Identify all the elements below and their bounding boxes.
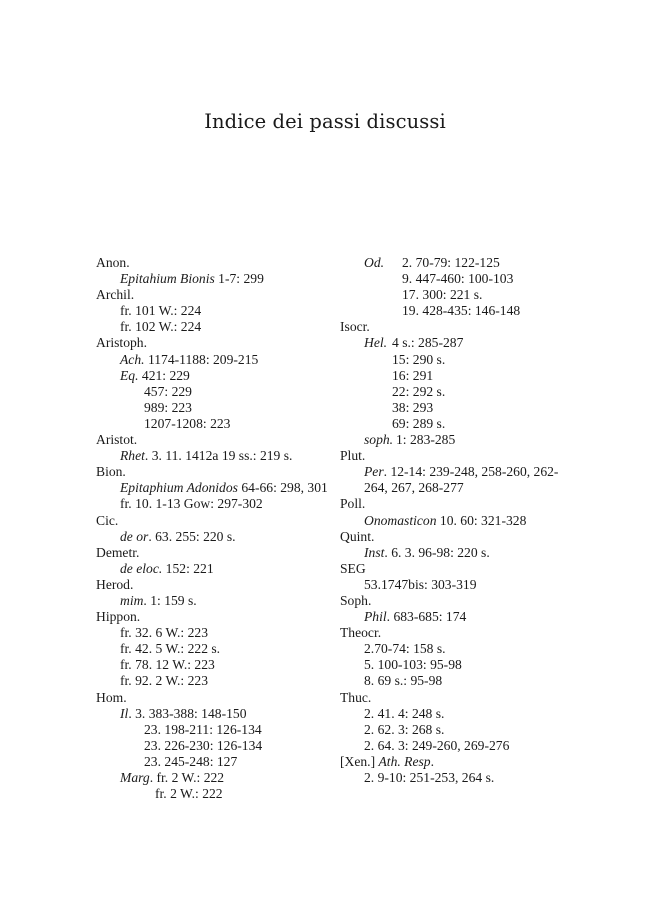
index-entry — [340, 335, 570, 351]
author-name: Thuc. — [340, 689, 372, 705]
index-entry — [96, 657, 331, 673]
passage-ref: fr. 2 W.: 222 — [155, 786, 223, 802]
author-name: Aristot. — [96, 432, 138, 448]
index-entry — [96, 303, 331, 319]
passage-ref: 16: 291 — [392, 367, 434, 383]
index-column-right — [340, 255, 570, 786]
passage-ref: fr. 92. 2 W.: 223 — [120, 673, 208, 689]
passage-ref: . fr. 2 W.: 222 — [149, 770, 225, 785]
index-entry — [340, 625, 570, 641]
index-entry — [340, 593, 570, 609]
index-entry — [96, 738, 331, 754]
work-title: Ach. — [120, 351, 145, 367]
passage-ref: 2. 70-79: 122-125 — [402, 255, 500, 270]
index-entry — [96, 352, 331, 368]
index-entry — [340, 400, 570, 416]
passage-ref: 2. 9-10: 251-253, 264 s. — [364, 770, 495, 785]
passage-ref: 64-66: 298, 301 — [237, 480, 328, 496]
passage-ref: 22: 292 s. — [392, 383, 446, 399]
author-name: Soph. — [340, 592, 372, 608]
passage-ref: . 6. 3. 96-98: 220 s. — [384, 544, 490, 560]
passage-ref: 421: 229 — [138, 367, 190, 383]
index-entry — [96, 513, 331, 529]
index-entry — [340, 319, 570, 335]
index-entry — [96, 271, 331, 287]
index-entry — [96, 416, 331, 432]
passage-ref: fr. 32. 6 W.: 223 — [120, 625, 208, 641]
index-entry — [340, 416, 570, 432]
index-entry — [96, 448, 331, 464]
work-title: Epitahium Bionis — [120, 271, 215, 287]
index-entry — [96, 529, 331, 545]
index-entry — [340, 545, 570, 561]
index-entry — [340, 513, 570, 529]
index-entry — [96, 609, 331, 625]
passage-ref: fr. 102 W.: 224 — [120, 319, 202, 335]
index-entry — [96, 577, 331, 593]
index-entry — [96, 335, 331, 351]
index-entry — [96, 770, 331, 786]
index-entry — [340, 738, 570, 754]
work-title: Epitaphium Adonidos — [120, 480, 238, 496]
passage-ref: fr. 10. 1-13 Gow: 297-302 — [120, 496, 263, 512]
index-entry — [340, 690, 570, 706]
index-entry — [96, 641, 331, 657]
index-entry — [340, 448, 570, 464]
passage-ref: 19. 428-435: 146-148 — [402, 303, 521, 319]
author-name: Bion. — [96, 464, 126, 480]
index-entry — [340, 577, 570, 593]
index-entry — [340, 287, 570, 303]
author-name: Demetr. — [96, 544, 140, 560]
index-entry — [340, 529, 570, 545]
work-title: soph. — [364, 432, 394, 448]
author-name: Theocr. — [340, 625, 382, 641]
passage-ref: 8. 69 s.: 95-98 — [364, 673, 443, 689]
passage-ref: 15: 290 s. — [392, 351, 446, 367]
passage-ref: 457: 229 — [144, 383, 192, 399]
index-entry — [96, 496, 331, 512]
passage-ref: 989: 223 — [144, 399, 192, 415]
work-title: de or — [120, 528, 149, 544]
author-name: Poll. — [340, 496, 366, 512]
passage-ref: 10. 60: 321-328 — [436, 512, 527, 528]
index-entry — [340, 641, 570, 657]
index-entry — [340, 722, 570, 738]
author-name: Plut. — [340, 448, 366, 464]
passage-ref: . 63. 255: 220 s. — [148, 528, 236, 544]
index-entry — [96, 368, 331, 384]
index-entry — [340, 770, 570, 786]
index-entry — [96, 400, 331, 416]
index-entry — [96, 319, 331, 335]
index-entry — [340, 706, 570, 722]
passage-ref: 1174-1188: 209-215 — [144, 351, 259, 367]
passage-ref: 264, 267, 268-277 — [364, 480, 464, 496]
passage-ref: 5. 100-103: 95-98 — [364, 657, 462, 673]
index-entry — [96, 287, 331, 303]
work-title: mim — [120, 592, 144, 608]
index-entry — [340, 673, 570, 689]
index-entry — [340, 432, 570, 448]
work-title: de eloc. — [120, 560, 163, 576]
index-entry — [340, 303, 570, 319]
passage-ref: . — [430, 753, 435, 769]
index-entry — [96, 722, 331, 738]
work-title: Ath. Resp — [378, 753, 431, 769]
index-entry — [340, 352, 570, 368]
author-name: Hippon. — [96, 609, 141, 625]
index-entry — [96, 384, 331, 400]
passage-ref: 38: 293 — [392, 399, 434, 415]
passage-ref: . 3. 11. 1412a 19 ss.: 219 s. — [144, 448, 293, 464]
index-entry — [340, 464, 570, 480]
author-name: Hom. — [96, 689, 127, 705]
passage-ref: 9. 447-460: 100-103 — [402, 271, 514, 287]
index-entry — [340, 384, 570, 400]
work-title: Eq. — [120, 367, 139, 383]
index-entry — [340, 255, 570, 271]
passage-ref: fr. 42. 5 W.: 222 s. — [120, 641, 221, 657]
author-name: Archil. — [96, 287, 135, 303]
author-name: Isocr. — [340, 319, 370, 335]
passage-ref: 1-7: 299 — [214, 271, 264, 287]
index-entry — [96, 754, 331, 770]
work-title: Onomasticon — [364, 512, 437, 528]
index-entry — [96, 673, 331, 689]
index-entry — [340, 271, 570, 287]
index-entry — [340, 496, 570, 512]
work-title: Marg — [120, 770, 150, 785]
author-name: Herod. — [96, 576, 134, 592]
passage-ref: 17. 300: 221 s. — [402, 287, 483, 303]
index-entry — [96, 561, 331, 577]
index-entry — [96, 593, 331, 609]
index-entry — [340, 657, 570, 673]
index-column-left — [96, 255, 331, 802]
passage-ref: 69: 289 s. — [392, 415, 446, 431]
passage-ref: 2. 62. 3: 268 s. — [364, 721, 445, 737]
work-title: Od. — [364, 255, 385, 270]
index-entry — [96, 545, 331, 561]
index-entry — [340, 754, 570, 770]
author-name: Quint. — [340, 528, 375, 544]
author-name: [Xen.] — [340, 753, 379, 769]
index-entry — [96, 480, 331, 496]
work-title: Rhet — [120, 448, 145, 464]
work-title: Inst — [364, 544, 385, 560]
page-title: Indice dei passi discussi — [204, 110, 446, 133]
passage-ref: . 12-14: 239-248, 258-260, 262- — [383, 464, 559, 480]
index-entry — [340, 480, 570, 496]
passage-ref: 2. 41. 4: 248 s. — [364, 705, 445, 721]
index-entry — [96, 255, 331, 271]
author-name: SEG — [340, 560, 366, 576]
passage-ref: 2. 64. 3: 249-260, 269-276 — [364, 737, 510, 753]
passage-ref: 2.70-74: 158 s. — [364, 641, 446, 657]
index-entry — [96, 432, 331, 448]
index-entry — [96, 706, 331, 722]
passage-ref: 23. 226-230: 126-134 — [144, 737, 263, 753]
index-entry — [340, 609, 570, 625]
work-title: Phil — [364, 609, 387, 625]
passage-ref: . 3. 383-388: 148-150 — [128, 705, 247, 721]
passage-ref: 23. 198-211: 126-134 — [144, 721, 262, 737]
passage-ref: 4 s.: 285-287 — [392, 335, 464, 351]
passage-ref: 1: 283-285 — [396, 432, 456, 448]
index-entry — [96, 690, 331, 706]
index-entry — [96, 625, 331, 641]
passage-ref: fr. 78. 12 W.: 223 — [120, 657, 215, 673]
passage-ref: 23. 245-248: 127 — [144, 753, 238, 769]
author-name: Aristoph. — [96, 335, 147, 351]
work-title: Per — [364, 464, 384, 480]
work-title: Hel. — [364, 335, 388, 351]
work-title: Il — [120, 705, 129, 721]
author-name: Cic. — [96, 512, 119, 528]
passage-ref: 53.1747bis: 303-319 — [364, 576, 477, 592]
passage-ref: 1207-1208: 223 — [144, 415, 231, 431]
passage-ref: 152: 221 — [162, 560, 214, 576]
passage-ref: fr. 101 W.: 224 — [120, 303, 202, 319]
passage-ref: . 683-685: 174 — [386, 609, 467, 625]
index-entry — [340, 368, 570, 384]
index-entry — [96, 786, 331, 802]
index-entry — [340, 561, 570, 577]
index-entry — [96, 464, 331, 480]
passage-ref: . 1: 159 s. — [143, 592, 197, 608]
author-name: Anon. — [96, 255, 130, 270]
